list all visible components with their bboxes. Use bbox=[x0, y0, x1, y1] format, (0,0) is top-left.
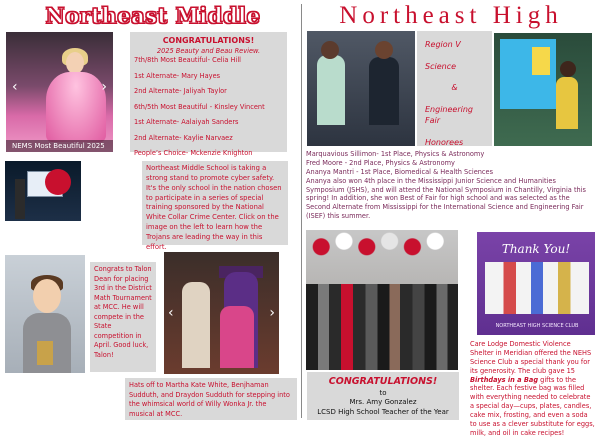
pageant-line-1: 7th/8th Most Beautiful- Celia Hill bbox=[134, 56, 242, 65]
willy-wonka-photo[interactable] bbox=[164, 252, 279, 374]
pageant-gown bbox=[46, 72, 106, 142]
willy-wonka-text: Hats off to Martha Kate White, Benjhaman Sudduth, and Draydon Sudduth for stepping into the whimsical world of Willy Wonka Jr. the musical at MCC. bbox=[129, 381, 290, 418]
pageant-line-6: 2nd Alternate- Kaylie Narvaez bbox=[134, 133, 233, 142]
teacher-congrats-to: to bbox=[379, 388, 387, 397]
talon-dean-text: Congrats to Talon Dean for placing 3rd in the District Math Tournament at MCC. He will compete in the State competition in April. Good luck, Talon! bbox=[94, 265, 152, 359]
talon-dean-box bbox=[90, 262, 156, 372]
chevron-right-icon[interactable]: › bbox=[101, 79, 107, 95]
student-2 bbox=[369, 57, 399, 125]
thank-you-title: Thank You! bbox=[501, 242, 571, 256]
balloons bbox=[306, 230, 458, 258]
result-2: Fred Moore - 2nd Place, Physics & Astronomy bbox=[306, 158, 455, 167]
birthday-bags bbox=[485, 262, 589, 314]
pageant-line-3: 2nd Alternate- Jaliyah Taylor bbox=[134, 87, 227, 96]
willy-wonka-box bbox=[125, 378, 297, 420]
care-lodge-text-pre: Care Lodge Domestic Violence Shelter in Meridian offered the NEHS Science Club a special thank you for its generosity. The club gave 15 bbox=[470, 340, 592, 375]
honorees-line-5: Honorees bbox=[425, 137, 464, 147]
center-divider bbox=[301, 4, 302, 418]
care-lodge-text-emphasis: Birthdays in a Bag bbox=[470, 375, 539, 384]
honorees-line-2: Science bbox=[425, 61, 457, 71]
pageant-line-7: People’s Choice- Mckenzie Knighton bbox=[134, 149, 253, 158]
thank-you-subtitle: NORTHEAST HIGH SCIENCE CLUB bbox=[495, 323, 579, 329]
result-3: Ananya Mantri - 1st Place, Biomedical & Health Sciences bbox=[306, 167, 494, 176]
talon-face bbox=[33, 279, 61, 313]
trojan-logo-icon bbox=[45, 169, 71, 195]
teacher-congrats-box bbox=[307, 372, 459, 420]
crowd bbox=[306, 284, 458, 370]
student-2-face bbox=[375, 41, 393, 59]
teacher-of-the-year-photo bbox=[306, 230, 458, 370]
result-1: Marquavious Sillimon- 1st Place, Physics & Astronomy bbox=[306, 150, 485, 158]
actor-1 bbox=[182, 282, 210, 368]
trophy-icon bbox=[37, 341, 53, 365]
honorees-line-1: Region V bbox=[425, 40, 461, 49]
pageant-congrats-box bbox=[130, 32, 287, 158]
ready-set-poster-photo bbox=[494, 33, 592, 146]
pageant-line-2: 1st Alternate- Mary Hayes bbox=[134, 71, 221, 80]
student-1-face bbox=[321, 41, 339, 59]
poster-board-panel bbox=[532, 47, 550, 75]
pageant-face bbox=[66, 52, 84, 74]
actor-3 bbox=[220, 306, 254, 368]
talon-dean-photo bbox=[5, 255, 85, 373]
speaker-figure bbox=[15, 179, 25, 219]
thank-you-card-photo bbox=[477, 232, 595, 335]
student-1 bbox=[317, 55, 345, 125]
student-3 bbox=[556, 77, 578, 129]
care-lodge-text bbox=[470, 340, 596, 437]
northeast-middle-title: Northeast Middle bbox=[45, 3, 261, 28]
chevron-left-icon[interactable]: ‹ bbox=[12, 79, 18, 95]
teacher-congrats-title: CONGRATULATIONS! bbox=[328, 376, 438, 387]
cyber-safety-photo[interactable] bbox=[5, 161, 81, 221]
science-fair-photo bbox=[307, 31, 415, 146]
pageant-box-subtitle: 2025 Beauty and Beau Review. bbox=[156, 46, 261, 55]
cyber-safety-text: Northeast Middle School is taking a strong stand to promote cyber safety. It's the only school in the nation chosen to participate in a series of special training sponsored by the National White Collar Crime Center. Click on the image on the left to learn how the Trojans are leading the way in this effort. bbox=[146, 164, 282, 251]
result-4: Ananya also won 4th place in the Mississippi Junior Science and Humanities Symposium (JSHS), and will attend the National Symposium in Chantilly, Virginia this spring! In addition, she won Best of Fair for high school and was selected as the Second Alternate from Mississippi for the International Science and Engineering Fair (ISEF) this summer. bbox=[306, 176, 586, 221]
cyber-safety-box bbox=[142, 161, 288, 251]
care-lodge-text-post: gifts to the shelter. Each festive bag was filled with everything needed to celebrate a special day—cups, plates, candles, cake mix, frosting, and even a soda to use as a clever substitute for eggs, milk, and oil in cake recipes! bbox=[470, 375, 595, 437]
pageant-line-5: 1st Alternate- Aalaiyah Sanders bbox=[134, 118, 239, 127]
science-fair-results bbox=[306, 150, 596, 224]
science-fair-honorees-box bbox=[417, 31, 492, 146]
pageant-line-4: 6th/5th Most Beautiful - Kinsley Vincent bbox=[134, 102, 265, 111]
chevron-left-icon[interactable]: ‹ bbox=[168, 305, 174, 321]
honorees-line-3: & bbox=[451, 83, 458, 93]
student-3-face bbox=[560, 61, 576, 77]
honorees-line-4: Engineering Fair bbox=[425, 104, 473, 126]
teacher-role: LCSD High School Teacher of the Year bbox=[317, 407, 449, 416]
pageant-box-title: CONGRATULATIONS! bbox=[162, 36, 255, 45]
chevron-right-icon[interactable]: › bbox=[269, 305, 275, 321]
northeast-high-title: Northeast High bbox=[339, 2, 563, 29]
pageant-photo[interactable] bbox=[6, 32, 113, 152]
pageant-caption: NEMS Most Beautiful 2025 bbox=[6, 140, 113, 152]
teacher-name: Mrs. Amy Gonzalez bbox=[349, 398, 417, 407]
